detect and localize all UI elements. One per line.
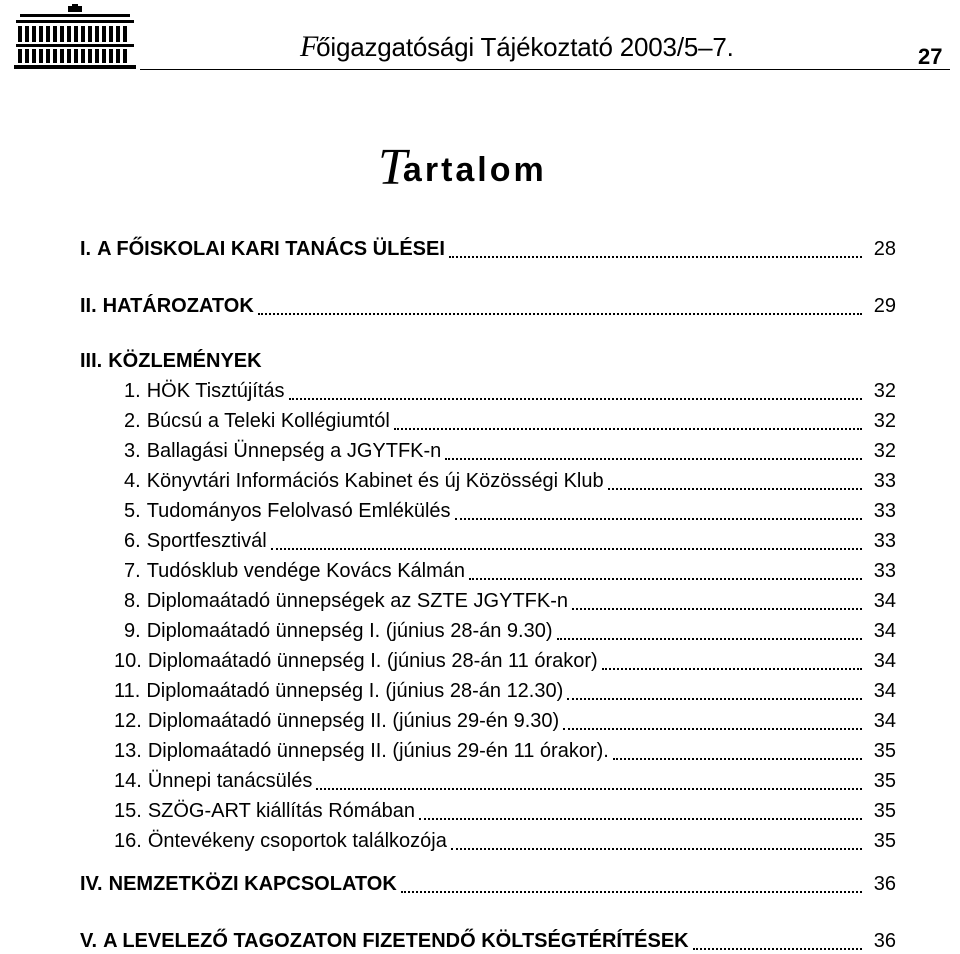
toc-dot-leader bbox=[557, 638, 862, 640]
header-rule bbox=[140, 69, 950, 70]
toc-entry-page: 28 bbox=[873, 238, 896, 260]
toc-dot-leader bbox=[394, 428, 862, 430]
toc-dot-leader bbox=[602, 668, 862, 670]
toc-entry-number: 15. bbox=[114, 800, 142, 822]
toc-entry-label: NEMZETKÖZI KAPCSOLATOK bbox=[108, 873, 397, 895]
toc-entry[interactable] bbox=[80, 380, 896, 404]
toc-entry[interactable] bbox=[80, 238, 896, 262]
page-title-initial: T bbox=[378, 139, 407, 196]
toc-entry[interactable] bbox=[80, 770, 896, 794]
toc-entry-number: I. bbox=[80, 238, 92, 260]
toc-entry-page: 36 bbox=[873, 930, 896, 952]
toc-entry[interactable] bbox=[80, 410, 896, 434]
toc-entry-label: KÖZLEMÉNYEK bbox=[108, 350, 262, 372]
toc-entry-label: HATÁROZATOK bbox=[102, 295, 254, 317]
toc-entry-label: Tudósklub vendége Kovács Kálmán bbox=[146, 560, 466, 582]
toc-entry-label: Diplomaátadó ünnepség I. (június 28-án 12.30) bbox=[146, 680, 564, 702]
toc-entry-page: 33 bbox=[873, 530, 896, 552]
toc-entry-page: 33 bbox=[873, 470, 896, 492]
page-title bbox=[378, 138, 547, 197]
toc-entry[interactable] bbox=[80, 930, 896, 954]
toc-dot-leader bbox=[401, 891, 862, 893]
toc-entry[interactable] bbox=[80, 500, 896, 524]
toc-dot-leader bbox=[469, 578, 862, 580]
toc-entry[interactable] bbox=[80, 440, 896, 464]
toc-entry[interactable] bbox=[80, 295, 896, 319]
toc-entry-label: Ünnepi tanácsülés bbox=[147, 770, 313, 792]
page-title-text: artalom bbox=[402, 151, 547, 189]
toc-dot-leader bbox=[258, 313, 862, 315]
toc-entry-page: 36 bbox=[873, 873, 896, 895]
toc-entry-page: 34 bbox=[873, 590, 896, 612]
toc-entry-number: 6. bbox=[124, 530, 141, 552]
toc-entry-label: A FŐISKOLAI KARI TANÁCS ÜLÉSEI bbox=[97, 238, 445, 260]
toc-entry-number: 12. bbox=[114, 710, 142, 732]
toc-entry[interactable] bbox=[80, 620, 896, 644]
toc-entry[interactable] bbox=[80, 680, 896, 704]
toc-entry-number: 5. bbox=[124, 500, 141, 522]
toc-dot-leader bbox=[608, 488, 862, 490]
toc-entry[interactable] bbox=[80, 800, 896, 824]
toc-entry-page: 29 bbox=[873, 295, 896, 317]
toc-entry-page: 32 bbox=[873, 380, 896, 402]
toc-entry-page: 35 bbox=[873, 770, 896, 792]
toc-entry-number: V. bbox=[80, 930, 98, 952]
toc-dot-leader bbox=[419, 818, 862, 820]
toc-entry-number: 11. bbox=[114, 680, 141, 702]
toc-entry[interactable] bbox=[80, 830, 896, 854]
page-header bbox=[0, 0, 960, 80]
toc-dot-leader bbox=[449, 256, 862, 258]
toc-entry-label: Tudományos Felolvasó Emlékülés bbox=[146, 500, 451, 522]
toc-dot-leader bbox=[572, 608, 862, 610]
toc-entry-label: Sportfesztivál bbox=[146, 530, 267, 552]
toc-entry-number: II. bbox=[80, 295, 97, 317]
toc-entry[interactable] bbox=[80, 470, 896, 494]
toc-entry[interactable] bbox=[80, 650, 896, 674]
toc-entry-number: 2. bbox=[124, 410, 141, 432]
toc-entry[interactable] bbox=[80, 350, 896, 374]
toc-entry-number: 10. bbox=[114, 650, 142, 672]
toc-entry-label: Könyvtári Információs Kabinet és új Közösségi Klub bbox=[146, 470, 604, 492]
toc-entry-number: 9. bbox=[124, 620, 141, 642]
toc-entry-page: 33 bbox=[873, 500, 896, 522]
toc-dot-leader bbox=[316, 788, 862, 790]
toc-entry-label: Diplomaátadó ünnepség II. (június 29-én 11 órakor). bbox=[147, 740, 609, 762]
toc-dot-leader bbox=[613, 758, 862, 760]
toc-entry[interactable] bbox=[80, 873, 896, 897]
toc-entry-page: 33 bbox=[873, 560, 896, 582]
running-title bbox=[300, 30, 734, 64]
toc-entry-page: 35 bbox=[873, 830, 896, 852]
toc-entry-number: 1. bbox=[124, 380, 141, 402]
toc-dot-leader bbox=[455, 518, 862, 520]
toc-entry-page: 32 bbox=[873, 410, 896, 432]
toc-entry-label: Öntevékeny csoportok találkozója bbox=[147, 830, 447, 852]
toc-entry-number: 16. bbox=[114, 830, 142, 852]
toc-entry-label: Diplomaátadó ünnepség I. (június 28-án 9.30) bbox=[146, 620, 553, 642]
toc-entry-page: 32 bbox=[873, 440, 896, 462]
toc-dot-leader bbox=[451, 848, 862, 850]
toc-entry-number: 13. bbox=[114, 740, 142, 762]
toc-entry-page: 34 bbox=[873, 710, 896, 732]
toc-dot-leader bbox=[271, 548, 862, 550]
toc-entry-number: 4. bbox=[124, 470, 141, 492]
toc-entry-number: 7. bbox=[124, 560, 141, 582]
toc-entry-label: Búcsú a Teleki Kollégiumtól bbox=[146, 410, 390, 432]
toc-entry-number: 14. bbox=[114, 770, 142, 792]
page-number: 27 bbox=[918, 44, 943, 69]
toc-entry-label: A LEVELEZŐ TAGOZATON FIZETENDŐ KÖLTSÉGTÉRÍTÉSEK bbox=[103, 930, 689, 952]
toc-entry-page: 34 bbox=[873, 680, 896, 702]
toc-entry-label: Diplomaátadó ünnepség I. (június 28-án 11 órakor) bbox=[147, 650, 598, 672]
toc-entry-page: 34 bbox=[873, 620, 896, 642]
toc-entry-number: 8. bbox=[124, 590, 141, 612]
running-title-initial: F bbox=[300, 30, 319, 63]
toc-entry-label: Diplomaátadó ünnepség II. (június 29-én 9.30) bbox=[147, 710, 560, 732]
toc-entry[interactable] bbox=[80, 710, 896, 734]
toc-entry-number: 3. bbox=[124, 440, 141, 462]
toc-dot-leader bbox=[445, 458, 862, 460]
toc-entry-number: IV. bbox=[80, 873, 103, 895]
toc-dot-leader bbox=[563, 728, 862, 730]
toc-dot-leader bbox=[693, 948, 862, 950]
toc-entry-page: 35 bbox=[873, 800, 896, 822]
toc-entry-number: III. bbox=[80, 350, 103, 372]
toc-dot-leader bbox=[289, 398, 863, 400]
building-logo-icon bbox=[14, 4, 136, 70]
toc-entry-label: SZÖG-ART kiállítás Rómában bbox=[147, 800, 415, 822]
toc-entry[interactable] bbox=[80, 590, 896, 614]
toc-entry-label: Diplomaátadó ünnepségek az SZTE JGYTFK-n bbox=[146, 590, 568, 612]
running-title-text: őigazgatósági Tájékoztató 2003/5–7. bbox=[316, 32, 734, 62]
toc-entry[interactable] bbox=[80, 740, 896, 764]
toc-entry[interactable] bbox=[80, 560, 896, 584]
toc-entry-label: Ballagási Ünnepség a JGYTFK-n bbox=[146, 440, 442, 462]
toc-entry-label: HÖK Tisztújítás bbox=[146, 380, 285, 402]
toc-entry[interactable] bbox=[80, 530, 896, 554]
toc-entry-page: 35 bbox=[873, 740, 896, 762]
toc-entry-page: 34 bbox=[873, 650, 896, 672]
toc-dot-leader bbox=[567, 698, 862, 700]
